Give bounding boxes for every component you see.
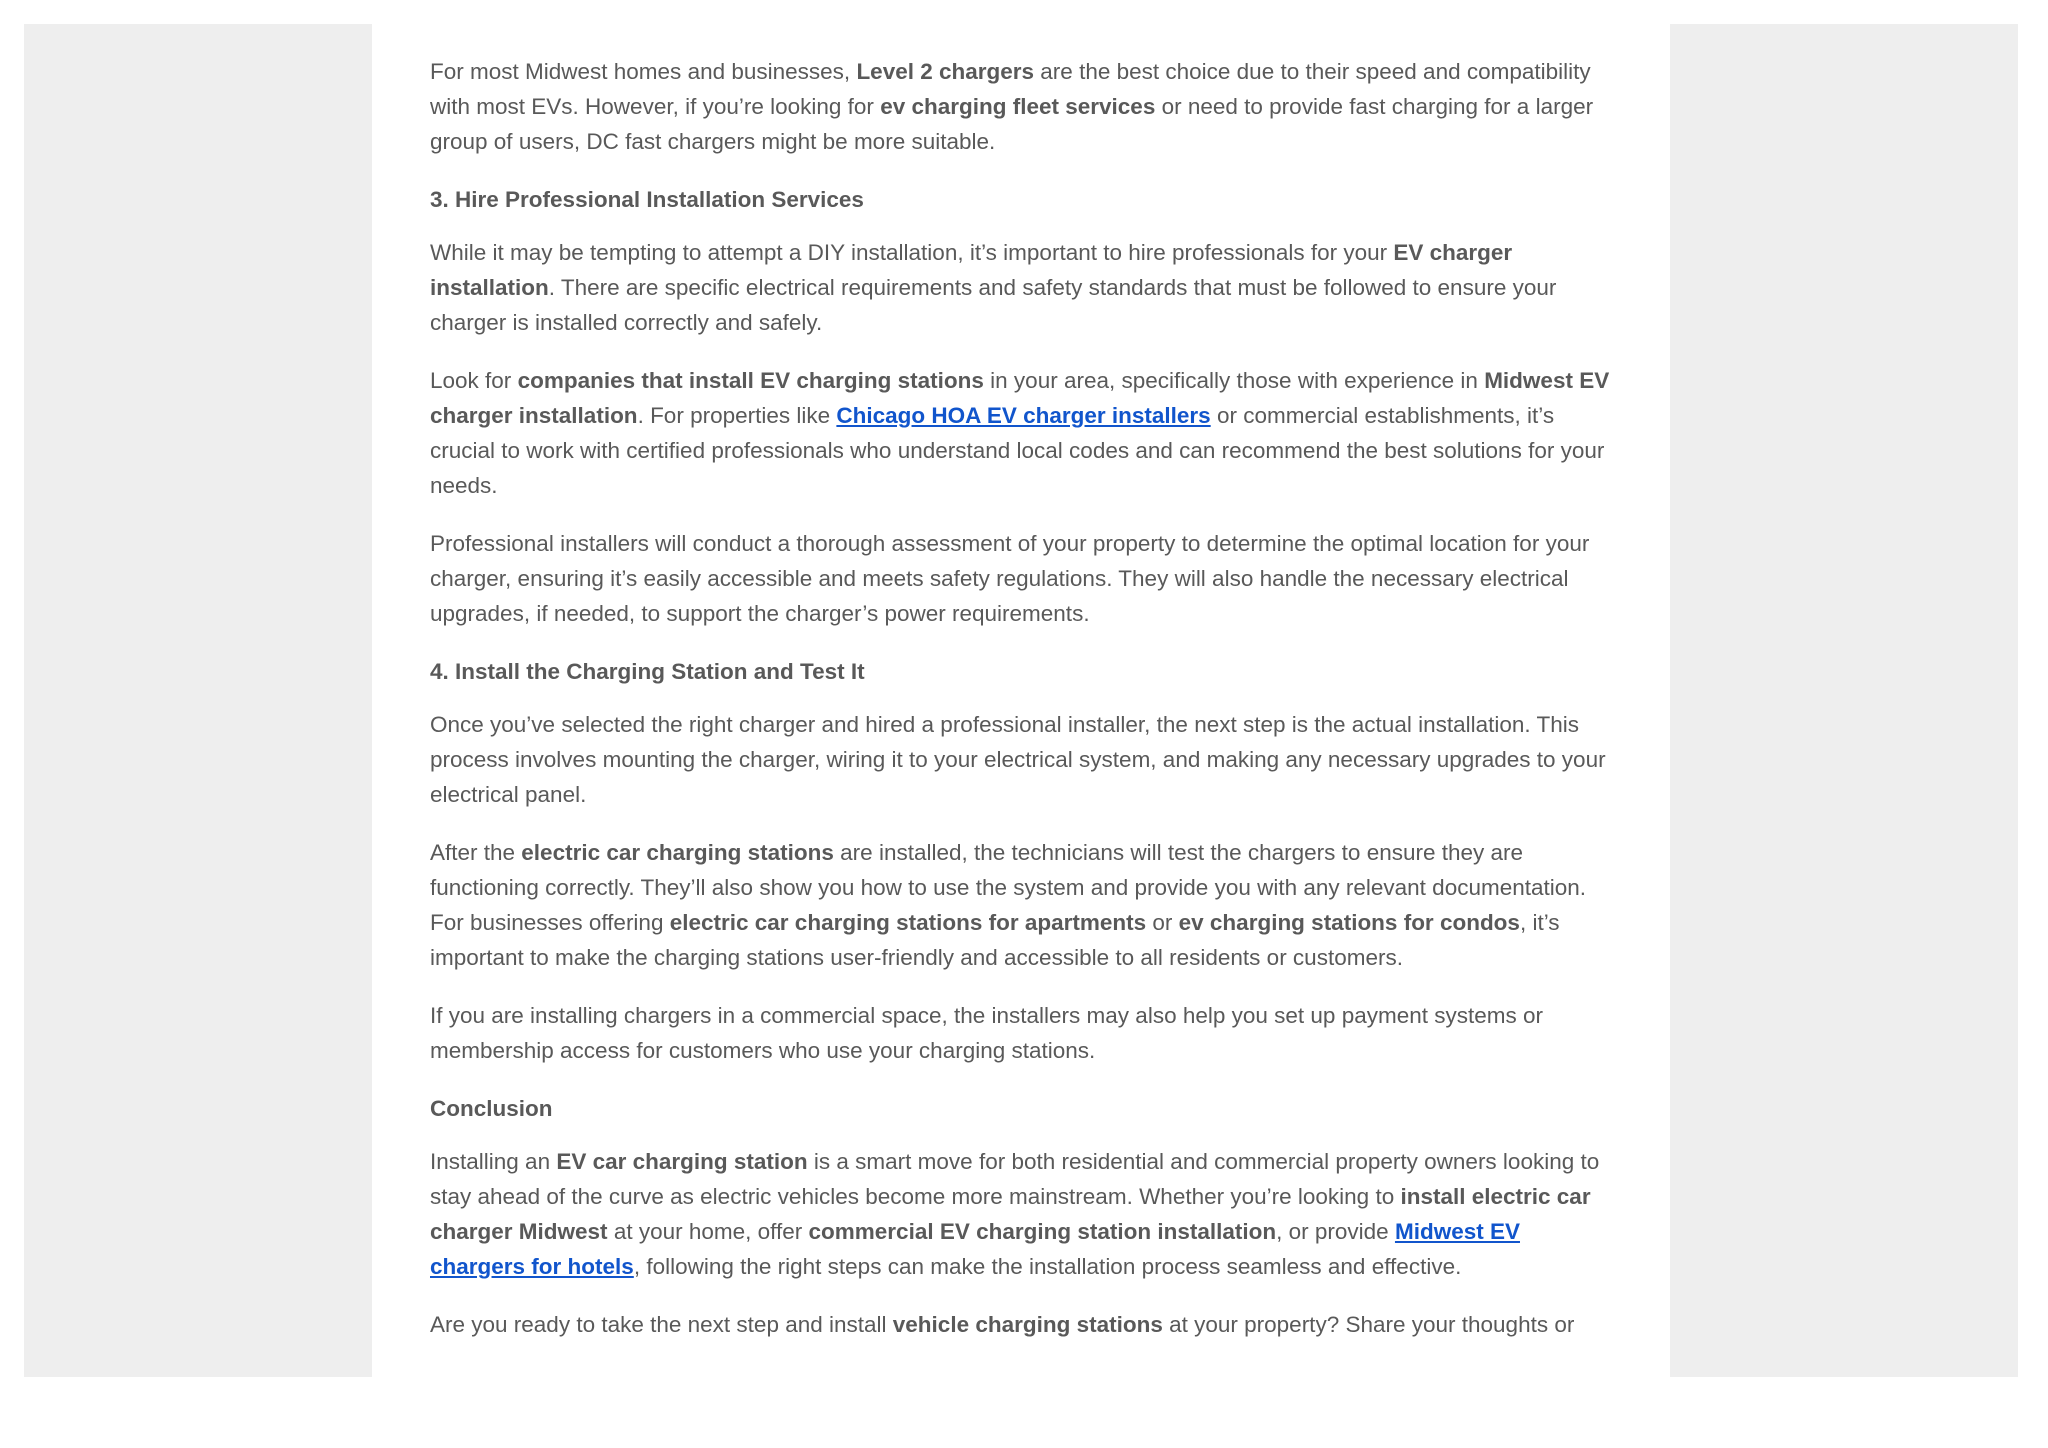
bold-keyword: electric car charging stations for apartments (669, 910, 1147, 935)
document-content (430, 54, 1620, 1365)
paragraph (430, 998, 1620, 1068)
text-run: are the best choice due to their speed and compatibility with most EVs. However, if you’re looking for (430, 59, 1591, 119)
document-page (372, 24, 1670, 1377)
paragraph (430, 835, 1620, 975)
bold-keyword: vehicle charging stations (892, 1312, 1163, 1337)
bold-keyword: electric car charging stations (521, 840, 834, 865)
paragraph (430, 235, 1620, 340)
text-run: Once you’ve selected the right charger and hired a professional installer, the next step is the actual installation. This process involves mounting the charger, wiring it to your electrical system, and making any necessary upgrades to your electrical panel. (430, 712, 1606, 807)
inline-link[interactable]: Midwest EV chargers for hotels (430, 1219, 1520, 1279)
section-heading (430, 182, 1620, 217)
bold-keyword: EV charger installation (430, 240, 1513, 300)
text-run: For most Midwest homes and businesses, (430, 59, 857, 84)
paragraph (430, 526, 1620, 631)
text-run: Professional installers will conduct a thorough assessment of your property to determine the optimal location for your charger, ensuring it’s easily accessible and meets safety regulations. They will also handle the necessary electrical upgrades, if needed, to support the charger’s power requirements. (430, 531, 1590, 626)
bold-keyword: Level 2 chargers (856, 59, 1035, 84)
document-viewer[interactable] (24, 24, 2018, 1377)
bold-keyword: companies that install EV charging stations (517, 368, 984, 393)
text-run: Are you ready to take the next step and install (430, 1312, 893, 1337)
paragraph (430, 54, 1620, 159)
text-run: Conclusion (430, 1096, 553, 1121)
section-heading (430, 1091, 1620, 1126)
text-run: Look for (430, 368, 518, 393)
text-run: . For properties like (637, 403, 837, 428)
text-run: at your property? Share your thoughts or (1162, 1312, 1575, 1337)
text-run: Installing an (430, 1149, 557, 1174)
text-run: are installed, the technicians will test the chargers to ensure they are functioning correctly. They’ll also show you how to use the system and provide you with any relevant documentation. For businesses offering (430, 840, 1587, 935)
text-run: is a smart move for both residential and commercial property owners looking to stay ahead of the curve as electric vehicles become more mainstream. Whether you’re looking to (430, 1149, 1600, 1209)
paragraph (430, 1307, 1620, 1342)
text-run: , following the right steps can make the installation process seamless and effective. (633, 1254, 1462, 1279)
paragraph (430, 1144, 1620, 1284)
text-run: If you are installing chargers in a commercial space, the installers may also help you set up payment systems or membership access for customers who use your charging stations. (430, 1003, 1544, 1063)
paragraph (430, 363, 1620, 503)
bold-keyword: EV car charging station (556, 1149, 808, 1174)
text-run: or commercial establishments, it’s crucial to work with certified professionals who understand local codes and can recommend the best solutions for your needs. (430, 403, 1605, 498)
paragraph (430, 707, 1620, 812)
inline-link[interactable]: Chicago HOA EV charger installers (836, 403, 1211, 428)
text-run: , it’s important to make the charging stations user-friendly and accessible to all residents or customers. (430, 910, 1560, 970)
text-run: or need to provide fast charging for a larger group of users, DC fast chargers might be more suitable. (430, 94, 1594, 154)
text-run: After the (430, 840, 522, 865)
text-run: at your home, offer (607, 1219, 809, 1244)
bold-keyword: ev charging stations for condos (1178, 910, 1520, 935)
text-run: in your area, specifically those with experience in (983, 368, 1485, 393)
text-run: or (1146, 910, 1179, 935)
bold-keyword: commercial EV charging station installation (808, 1219, 1277, 1244)
bold-keyword: Midwest EV charger installation (430, 368, 1610, 428)
text-run: , or provide (1276, 1219, 1395, 1244)
text-run: 4. Install the Charging Station and Test It (430, 659, 865, 684)
bold-keyword: install electric car charger Midwest (430, 1184, 1591, 1244)
text-run: While it may be tempting to attempt a DIY installation, it’s important to hire professionals for your (430, 240, 1394, 265)
bold-keyword: ev charging fleet services (880, 94, 1156, 119)
text-run: . There are specific electrical requirements and safety standards that must be followed to ensure your charger is installed correctly and safely. (430, 275, 1557, 335)
text-run: 3. Hire Professional Installation Services (430, 187, 864, 212)
section-heading (430, 654, 1620, 689)
